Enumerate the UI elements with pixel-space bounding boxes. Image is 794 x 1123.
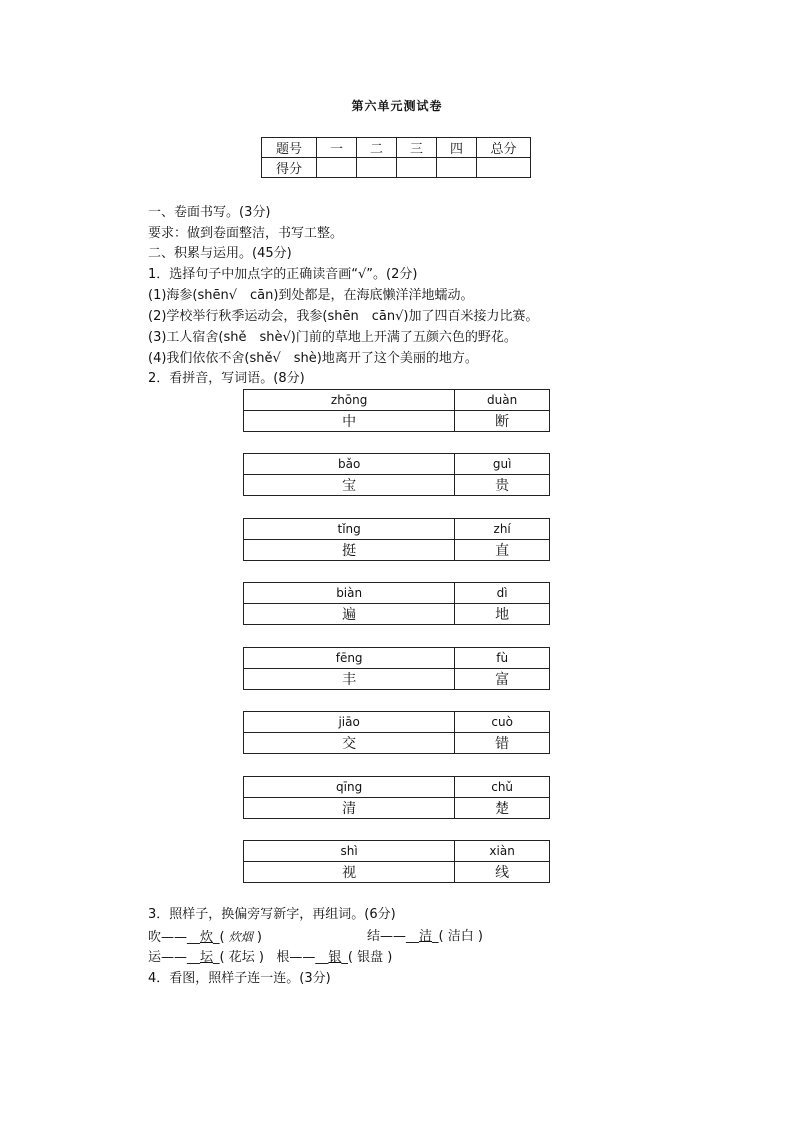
answer-word: 花坛 xyxy=(228,950,255,965)
q4-prompt: 4．看图，照样子连一连。(3分) xyxy=(148,971,331,986)
score-row-label: 得分 xyxy=(262,158,317,178)
score-table-score-row xyxy=(262,158,531,178)
answer-char: 洁 xyxy=(419,929,433,944)
pinyin-cell: zhí xyxy=(455,519,550,540)
section1-heading: 一、卷面书写。(3分) xyxy=(148,205,271,220)
answer-char: 炊 xyxy=(200,930,214,945)
word-box xyxy=(243,389,550,432)
hanzi-cell: 宝 xyxy=(244,475,455,496)
score-header-cell: 题号 xyxy=(262,138,317,158)
hanzi-cell: 断 xyxy=(455,411,550,432)
answer-word: 洁白 xyxy=(447,929,474,944)
score-header-cell: 一 xyxy=(317,138,357,158)
pinyin-cell: jiāo xyxy=(244,712,455,733)
hanzi-cell: 错 xyxy=(455,733,550,754)
pinyin-cell: chǔ xyxy=(455,777,550,798)
q3-row: 结——__洁_( 洁白 ) xyxy=(367,929,483,944)
hanzi-cell: 直 xyxy=(455,540,550,561)
answer-char: 银 xyxy=(328,950,342,965)
page-title: 第六单元测试卷 xyxy=(351,99,443,113)
score-table xyxy=(261,137,531,178)
pinyin-cell: fù xyxy=(455,648,550,669)
q1-item: (2)学校举行秋季运动会，我参(shēn cān√)加了四百米接力比赛。 xyxy=(148,309,539,324)
q2-prompt: 2．看拼音，写词语。(8分) xyxy=(148,371,305,386)
hanzi-cell: 富 xyxy=(455,669,550,690)
word-box xyxy=(243,647,550,690)
word-box xyxy=(243,776,550,819)
score-header-cell: 三 xyxy=(397,138,437,158)
pinyin-cell: duàn xyxy=(455,390,550,411)
score-cell xyxy=(397,158,437,178)
pinyin-cell: shì xyxy=(244,841,455,862)
q1-item: (3)工人宿舍(shě shè√)门前的草地上开满了五颜六色的野花。 xyxy=(148,330,517,345)
pinyin-cell: guì xyxy=(455,454,550,475)
score-header-cell: 二 xyxy=(357,138,397,158)
hanzi-cell: 中 xyxy=(244,411,455,432)
base-char: 结—— xyxy=(367,929,407,944)
score-table-header-row xyxy=(262,138,531,158)
hanzi-cell: 清 xyxy=(244,798,455,819)
word-box xyxy=(243,711,550,754)
pinyin-cell: cuò xyxy=(455,712,550,733)
score-cell xyxy=(317,158,357,178)
pinyin-cell: xiàn xyxy=(455,841,550,862)
pinyin-cell: fēng xyxy=(244,648,455,669)
base-char: 吹—— xyxy=(148,930,188,945)
base-char: 运—— xyxy=(148,950,188,965)
pinyin-cell: biàn xyxy=(244,583,455,604)
hanzi-cell: 贵 xyxy=(455,475,550,496)
hanzi-cell: 视 xyxy=(244,862,455,883)
q1-item: (1)海参(shēn√ cān)到处都是，在海底懒洋洋地蠕动。 xyxy=(148,288,474,303)
hanzi-cell: 遍 xyxy=(244,604,455,625)
word-box xyxy=(243,453,550,496)
answer-char: 坛 xyxy=(200,950,214,965)
pinyin-cell: zhōng xyxy=(244,390,455,411)
word-box xyxy=(243,840,550,883)
q3-row: 吹——__炊_( 炊烟 ) xyxy=(148,930,262,945)
q3-row: 运——__坛_( 花坛 ) 根——__银_( 银盘 ) xyxy=(148,950,393,965)
score-cell xyxy=(437,158,477,178)
q1-prompt: 1．选择句子中加点字的正确读音画“√”。(2分) xyxy=(148,267,418,282)
section2-heading: 二、积累与运用。(45分) xyxy=(148,246,292,261)
answer-word: 银盘 xyxy=(357,950,384,965)
score-header-cell: 总分 xyxy=(477,138,531,158)
hanzi-cell: 丰 xyxy=(244,669,455,690)
pinyin-cell: dì xyxy=(455,583,550,604)
hanzi-cell: 楚 xyxy=(455,798,550,819)
word-box xyxy=(243,582,550,625)
score-cell xyxy=(477,158,531,178)
pinyin-cell: tǐng xyxy=(244,519,455,540)
q1-item: (4)我们依依不舍(shě√ shè)地离开了这个美丽的地方。 xyxy=(148,351,478,366)
score-header-cell: 四 xyxy=(437,138,477,158)
pinyin-cell: qīng xyxy=(244,777,455,798)
base-char: 根—— xyxy=(276,950,316,965)
score-cell xyxy=(357,158,397,178)
hanzi-cell: 线 xyxy=(455,862,550,883)
answer-word: 炊烟 xyxy=(228,930,253,944)
q3-prompt: 3．照样子，换偏旁写新字，再组词。(6分) xyxy=(148,907,396,922)
section1-requirement: 要求：做到卷面整洁，书写工整。 xyxy=(148,226,344,241)
hanzi-cell: 地 xyxy=(455,604,550,625)
hanzi-cell: 交 xyxy=(244,733,455,754)
hanzi-cell: 挺 xyxy=(244,540,455,561)
pinyin-cell: bǎo xyxy=(244,454,455,475)
word-box xyxy=(243,518,550,561)
